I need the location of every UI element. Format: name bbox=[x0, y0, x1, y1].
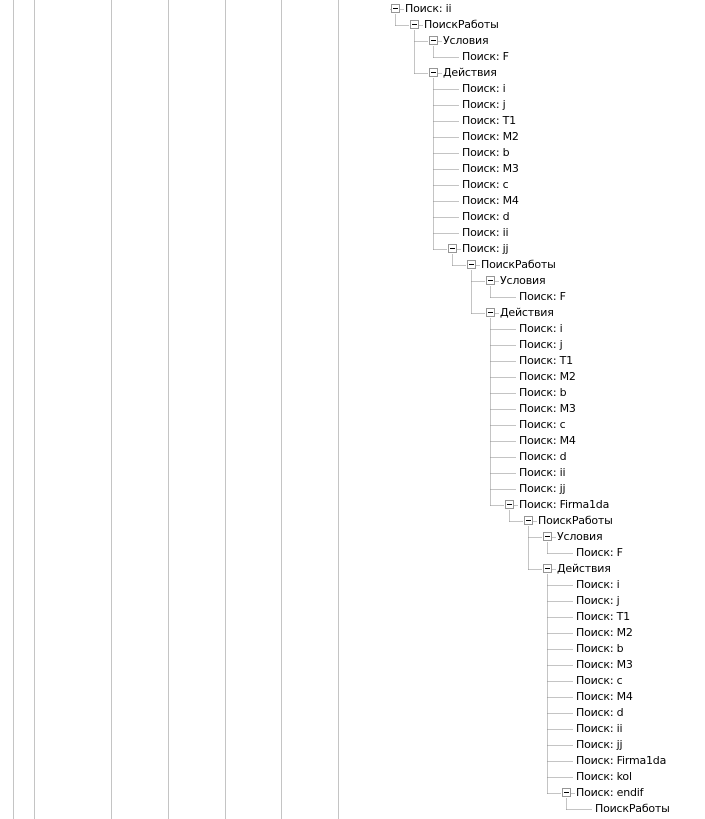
collapse-minus-icon[interactable] bbox=[543, 532, 552, 541]
tree-node-label[interactable]: Поиск: j bbox=[462, 98, 506, 111]
tree-node-label[interactable]: Поиск: c bbox=[519, 418, 566, 431]
tree-node-label[interactable]: Поиск: kol bbox=[576, 770, 632, 783]
collapse-minus-icon[interactable] bbox=[429, 68, 438, 77]
tree-node-label[interactable]: Поиск: d bbox=[576, 706, 624, 719]
tree-node-label[interactable]: Условия bbox=[443, 34, 489, 47]
tree-node-label[interactable]: Поиск: jj bbox=[576, 738, 623, 751]
tree-node-label[interactable]: Действия bbox=[500, 306, 554, 319]
collapse-minus-icon[interactable] bbox=[391, 4, 400, 13]
tree-node-label[interactable]: Поиск: j bbox=[519, 338, 563, 351]
tree-node-label[interactable]: Поиск: M3 bbox=[519, 402, 576, 415]
tree-node-label[interactable]: ПоискРаботы bbox=[538, 514, 613, 527]
tree-node-label[interactable]: Поиск: M2 bbox=[519, 370, 576, 383]
tree-node-label[interactable]: Поиск: M2 bbox=[576, 626, 633, 639]
collapse-minus-icon[interactable] bbox=[429, 36, 438, 45]
tree-node-label[interactable]: ПоискРаботы bbox=[481, 258, 556, 271]
tree-node-label[interactable]: Поиск: M4 bbox=[519, 434, 576, 447]
tree-node-label[interactable]: ПоискРаботы bbox=[424, 18, 499, 31]
tree-node-label[interactable]: ПоискРаботы bbox=[595, 802, 670, 815]
collapse-minus-icon[interactable] bbox=[543, 564, 552, 573]
tree-node-label[interactable]: Поиск: T1 bbox=[576, 610, 630, 623]
collapse-minus-icon[interactable] bbox=[486, 308, 495, 317]
tree-node-label[interactable]: Поиск: c bbox=[462, 178, 509, 191]
collapse-minus-icon[interactable] bbox=[467, 260, 476, 269]
collapse-minus-icon[interactable] bbox=[486, 276, 495, 285]
tree-node-label[interactable]: Поиск: T1 bbox=[519, 354, 573, 367]
tree-node-label[interactable]: Поиск: ii bbox=[405, 2, 452, 15]
tree-node-label[interactable]: Поиск: b bbox=[519, 386, 567, 399]
tree-node-label[interactable]: Поиск: M3 bbox=[576, 658, 633, 671]
tree-node-label[interactable]: Поиск: b bbox=[576, 642, 624, 655]
collapse-minus-icon[interactable] bbox=[524, 516, 533, 525]
tree-node-label[interactable]: Поиск: endif bbox=[576, 786, 644, 799]
collapse-minus-icon[interactable] bbox=[448, 244, 457, 253]
tree-node-label[interactable]: Поиск: F bbox=[462, 50, 509, 63]
tree-node-label[interactable]: Поиск: F bbox=[576, 546, 623, 559]
tree-node-label[interactable]: Действия bbox=[443, 66, 497, 79]
tree-node-label[interactable]: Поиск: b bbox=[462, 146, 510, 159]
tree-node-label[interactable]: Поиск: i bbox=[519, 322, 563, 335]
tree-node-label[interactable]: Поиск: d bbox=[462, 210, 510, 223]
tree-node-label[interactable]: Поиск: M2 bbox=[462, 130, 519, 143]
tree-node-label[interactable]: Поиск: ii bbox=[519, 466, 566, 479]
tree-node-label[interactable]: Поиск: M4 bbox=[462, 194, 519, 207]
collapse-minus-icon[interactable] bbox=[562, 788, 571, 797]
tree-node-label[interactable]: Поиск: F bbox=[519, 290, 566, 303]
tree-node-label[interactable]: Поиск: jj bbox=[462, 242, 509, 255]
tree-node-label[interactable]: Поиск: ii bbox=[576, 722, 623, 735]
tree-node-label[interactable]: Поиск: ii bbox=[462, 226, 509, 239]
tree-node-label[interactable]: Действия bbox=[557, 562, 611, 575]
tree-node-label[interactable]: Поиск: jj bbox=[519, 482, 566, 495]
tree-node-label[interactable]: Поиск: i bbox=[576, 578, 620, 591]
collapse-minus-icon[interactable] bbox=[410, 20, 419, 29]
tree-node-label[interactable]: Условия bbox=[557, 530, 603, 543]
tree-node-label[interactable]: Поиск: Firma1da bbox=[576, 754, 667, 767]
tree-node-label[interactable]: Поиск: i bbox=[462, 82, 506, 95]
tree-node-label[interactable]: Поиск: M3 bbox=[462, 162, 519, 175]
collapse-minus-icon[interactable] bbox=[505, 500, 514, 509]
tree-node-label[interactable]: Поиск: j bbox=[576, 594, 620, 607]
tree-node-label[interactable]: Поиск: Firma1da bbox=[519, 498, 610, 511]
tree-node-label[interactable]: Поиск: c bbox=[576, 674, 623, 687]
tree-node-label[interactable]: Поиск: d bbox=[519, 450, 567, 463]
tree-node-label[interactable]: Условия bbox=[500, 274, 546, 287]
tree-node-label[interactable]: Поиск: T1 bbox=[462, 114, 516, 127]
tree-node-label[interactable]: Поиск: M4 bbox=[576, 690, 633, 703]
